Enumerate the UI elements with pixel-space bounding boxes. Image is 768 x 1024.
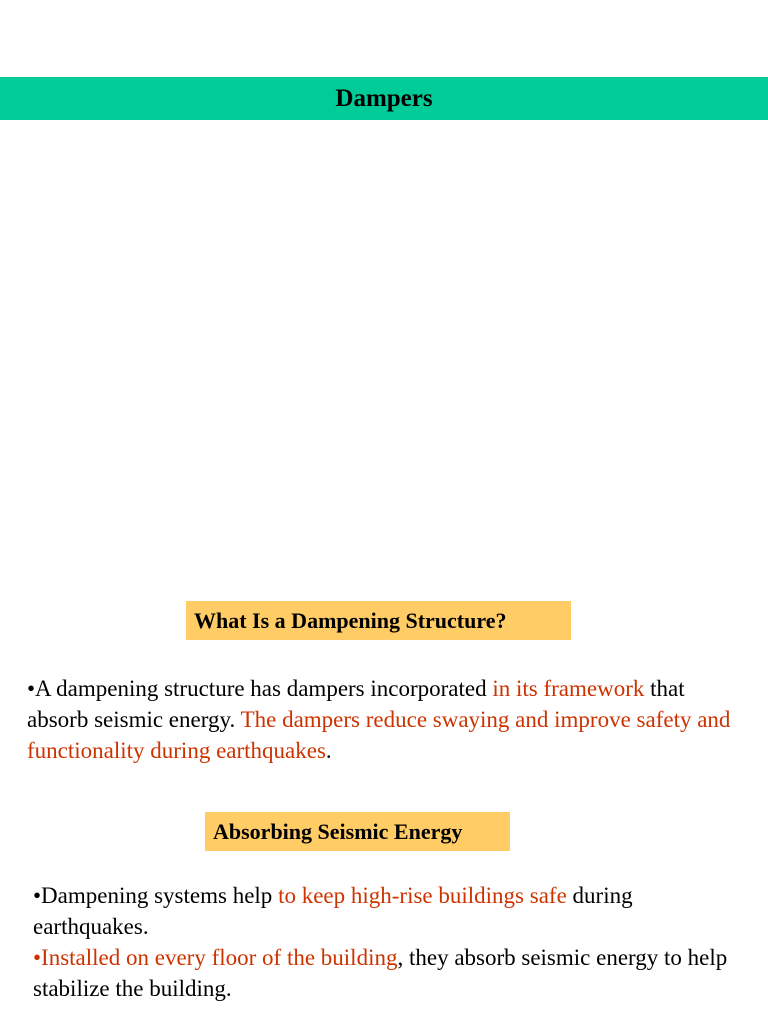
title-bar xyxy=(0,77,768,120)
text-segment: . xyxy=(325,738,332,763)
text-segment: , they absorb seismic energy to help stabilize the building. xyxy=(33,945,728,1001)
section-heading-dampening-structure: What Is a Dampening Structure? xyxy=(186,601,571,640)
paragraph-dampening-structure xyxy=(27,673,747,766)
paragraph-absorbing-energy xyxy=(33,880,733,1004)
page-title: Dampers xyxy=(335,85,433,112)
text-segment: that absorb seismic energy. xyxy=(27,676,685,732)
highlighted-text: •Installed on every floor of the building xyxy=(33,945,398,970)
text-segment: •A dampening structure has dampers incorporated xyxy=(27,676,493,701)
highlighted-text: The dampers reduce swaying and improve safety and functionality during earthquakes xyxy=(27,707,731,763)
bullet-line xyxy=(33,880,733,942)
text-segment: during earthquakes. xyxy=(33,883,633,939)
highlighted-text: in its framework xyxy=(492,676,645,701)
highlighted-text: to keep high-rise buildings safe xyxy=(278,883,567,908)
text-segment: •Dampening systems help xyxy=(33,883,279,908)
section-heading-absorbing-energy: Absorbing Seismic Energy xyxy=(205,812,510,851)
bullet-line xyxy=(33,942,733,1004)
